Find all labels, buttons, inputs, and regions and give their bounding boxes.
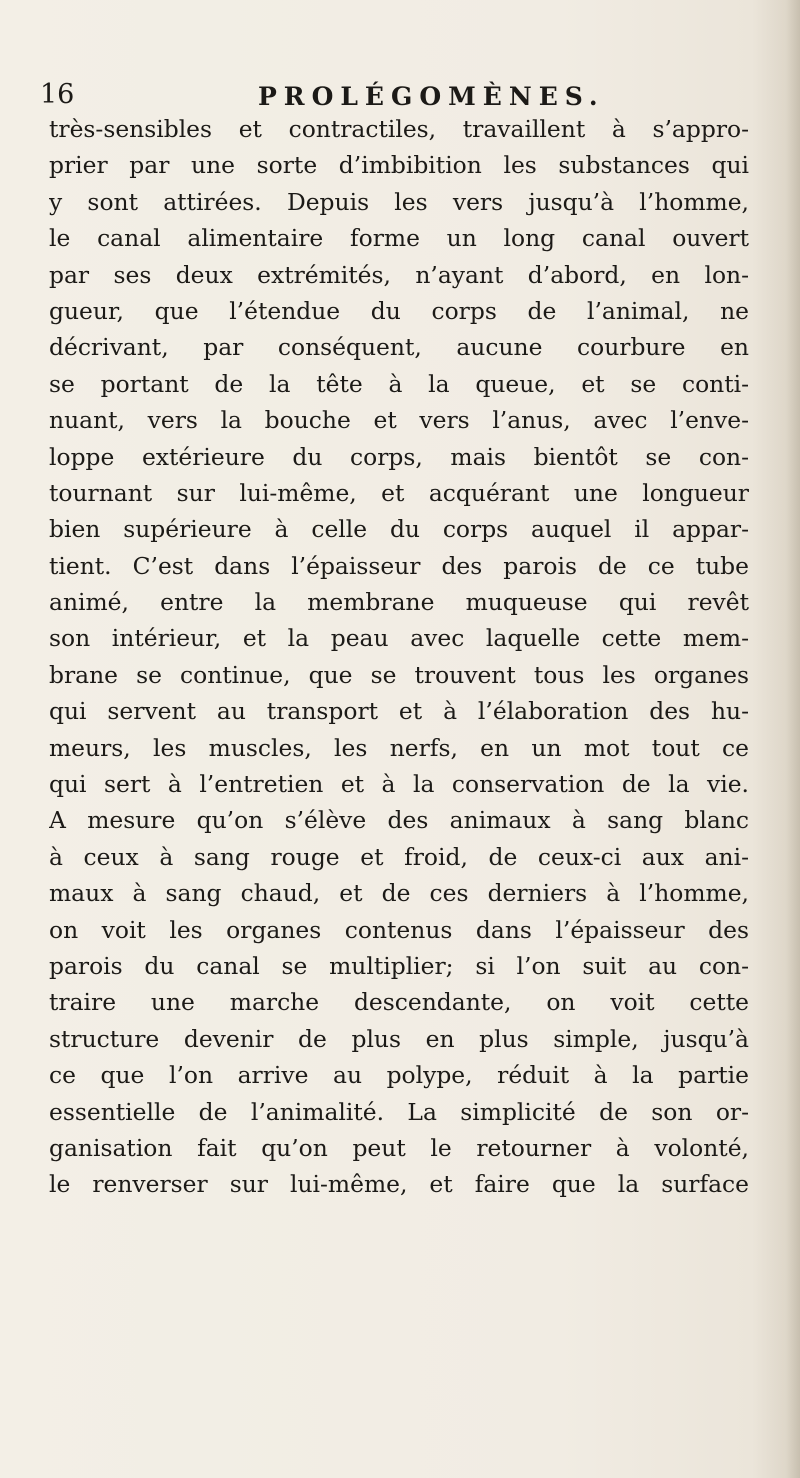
text-line: par ses deux extrémités, n’ayant d’abord, en lon- (49, 260, 749, 289)
text-line: qui servent au transport et à l’élaboration des hu- (49, 697, 749, 726)
text-line: le canal alimentaire forme un long canal ouvert (49, 224, 749, 253)
text-line: A mesure qu’on s’élève des animaux à sang blanc (49, 806, 749, 835)
body-text (49, 111, 749, 1203)
text-line: le renverser sur lui-même, et faire que la surface (49, 1170, 749, 1199)
text-line: parois du canal se multiplier; si l’on suit au con- (49, 951, 749, 980)
running-head: PROLÉGOMÈNES. (258, 82, 605, 111)
text-line: brane se continue, que se trouvent tous les organes (49, 660, 749, 689)
text-line: bien supérieure à celle du corps auquel il appar- (49, 515, 749, 544)
text-line: loppe extérieure du corps, mais bientôt se con- (49, 442, 749, 471)
text-line: y sont attirées. Depuis les vers jusqu’à l’homme, (49, 187, 749, 216)
text-line: ce que l’on arrive au polype, réduit à la partie (49, 1061, 749, 1090)
text-line: son intérieur, et la peau avec laquelle cette mem- (49, 624, 749, 653)
text-line: très-sensibles et contractiles, travaillent à s’appro- (49, 115, 749, 143)
text-line: essentielle de l’animalité. La simplicité de son or- (49, 1097, 749, 1126)
text-line: nuant, vers la bouche et vers l’anus, avec l’enve- (49, 406, 749, 435)
page-edge-shadow (786, 0, 800, 1478)
text-line: à ceux à sang rouge et froid, de ceux-ci aux ani- (49, 842, 749, 871)
text-line: traire une marche descendante, on voit cette (49, 988, 749, 1017)
text-line: tient. C’est dans l’épaisseur des parois de ce tube (49, 551, 749, 580)
text-line: animé, entre la membrane muqueuse qui revêt (49, 588, 749, 617)
text-line: qui sert à l’entretien et à la conservation de la vie. (49, 770, 749, 799)
page-number: 16 (40, 79, 75, 110)
text-line: décrivant, par conséquent, aucune courbure en (49, 333, 749, 362)
text-line: se portant de la tête à la queue, et se conti- (49, 369, 749, 398)
text-line: ganisation fait qu’on peut le retourner à volonté, (49, 1133, 749, 1162)
page-header (0, 0, 800, 120)
text-line: gueur, que l’étendue du corps de l’animal, ne (49, 296, 749, 325)
text-line: on voit les organes contenus dans l’épaisseur des (49, 915, 749, 944)
text-line: tournant sur lui-même, et acquérant une longueur (49, 478, 749, 507)
text-line: meurs, les muscles, les nerfs, en un mot tout ce (49, 733, 749, 762)
text-line: prier par une sorte d’imbibition les substances qui (49, 151, 749, 180)
text-line: maux à sang chaud, et de ces derniers à l’homme, (49, 879, 749, 908)
text-line: structure devenir de plus en plus simple, jusqu’à (49, 1024, 749, 1053)
